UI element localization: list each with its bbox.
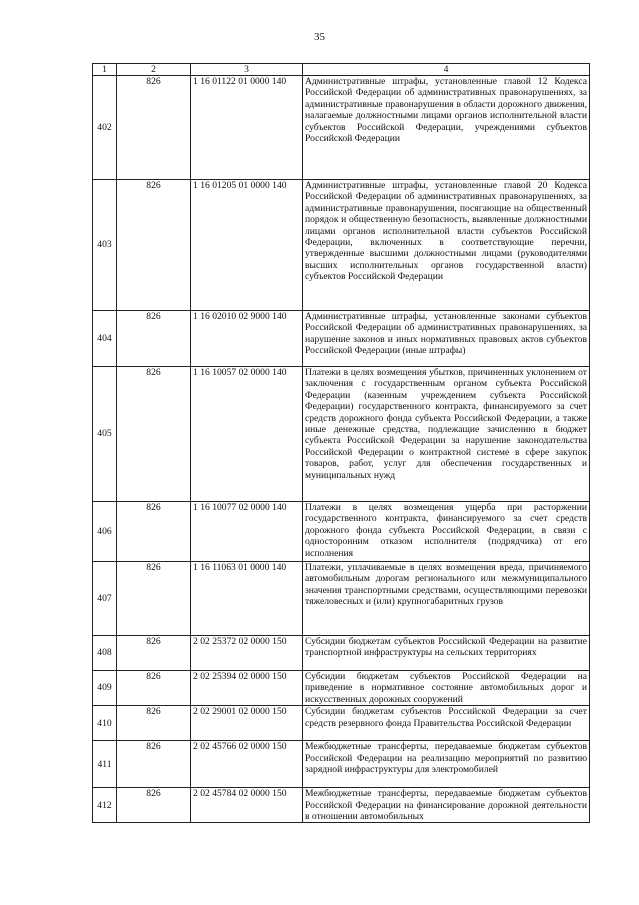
budget-code-cell: 1 16 01205 01 0000 140: [191, 180, 303, 311]
table-row: [93, 502, 590, 562]
revenue-description-cell: Административные штрафы, установленные законами субъектов Российской Федерации об административных правонарушениях, за нарушение законов и иных нормативных правовых актов субъектов Российской Федерации (иные штрафы): [303, 311, 590, 367]
admin-code-cell: 826: [117, 180, 191, 311]
table-header-row: [93, 64, 590, 76]
row-number-cell: 408: [93, 636, 117, 671]
table-row: [93, 671, 590, 706]
budget-code-cell: 2 02 29001 02 0000 150: [191, 706, 303, 741]
revenue-description-cell: Административные штрафы, установленные главой 20 Кодекса Российской Федерации об административных правонарушениях, за административные правонарушения, посягающие на общественный порядок и общественную безопасность, выявленные должностными лицами органов исполнительной власти субъектов Российской Федерации, включенных в соответствующие перечни, утвержденные высшими должностными лицами (руководителями высших исполнительных органов государственной власти) субъектов Российской Федерации: [303, 180, 590, 311]
table-row: [93, 741, 590, 788]
revenue-description-cell: Субсидии бюджетам субъектов Российской Федерации на развитие транспортной инфраструктуры на сельских территориях: [303, 636, 590, 671]
table-row: [93, 788, 590, 823]
row-number-cell: 412: [93, 788, 117, 823]
page-number: 35: [314, 31, 325, 43]
revenue-description-cell: Межбюджетные трансферты, передаваемые бюджетам субъектов Российской Федерации на финансирование дорожной деятельности в отношении автомобильных: [303, 788, 590, 823]
revenue-description-cell: Субсидии бюджетам субъектов Российской Федерации за счет средств резервного фонда Правительства Российской Федерации: [303, 706, 590, 741]
table-row: [93, 311, 590, 367]
revenue-description-cell: Административные штрафы, установленные главой 12 Кодекса Российской Федерации об административных правонарушениях, за административные правонарушения в области дорожного движения, налагаемые должностными лицами органов исполнительной власти субъектов Российской Федерации, учреждениями субъектов Российской Федерации: [303, 76, 590, 180]
budget-code-cell: 2 02 45784 02 0000 150: [191, 788, 303, 823]
row-number-cell: 403: [93, 180, 117, 311]
budget-code-cell: 2 02 25372 02 0000 150: [191, 636, 303, 671]
admin-code-cell: 826: [117, 741, 191, 788]
header-col-3: 3: [191, 64, 303, 76]
table-row: [93, 706, 590, 741]
table-row: [93, 636, 590, 671]
table-row: [93, 562, 590, 636]
revenue-description-cell: Субсидии бюджетам субъектов Российской Федерации на приведение в нормативное состояние автомобильных дорог и искусственных дорожных сооружений: [303, 671, 590, 706]
budget-code-cell: 2 02 25394 02 0000 150: [191, 671, 303, 706]
budget-code-cell: 1 16 11063 01 0000 140: [191, 562, 303, 636]
revenue-description-cell: Платежи в целях возмещения ущерба при расторжении государственного контракта, финансируемого за счет средств дорожного фонда субъекта Российской Федерации, в связи с односторонним отказом исполнителя (подрядчика) от его исполнения: [303, 502, 590, 562]
budget-code-cell: 1 16 10057 02 0000 140: [191, 367, 303, 502]
row-number-cell: 404: [93, 311, 117, 367]
row-number-cell: 411: [93, 741, 117, 788]
row-number-cell: 405: [93, 367, 117, 502]
row-number-cell: 410: [93, 706, 117, 741]
row-number-cell: 407: [93, 562, 117, 636]
admin-code-cell: 826: [117, 502, 191, 562]
admin-code-cell: 826: [117, 311, 191, 367]
budget-revenue-table: [92, 63, 590, 823]
admin-code-cell: 826: [117, 562, 191, 636]
admin-code-cell: 826: [117, 788, 191, 823]
budget-code-cell: 2 02 45766 02 0000 150: [191, 741, 303, 788]
header-col-2: 2: [117, 64, 191, 76]
admin-code-cell: 826: [117, 671, 191, 706]
admin-code-cell: 826: [117, 76, 191, 180]
header-col-1: 1: [93, 64, 117, 76]
header-col-4: 4: [303, 64, 590, 76]
revenue-description-cell: Межбюджетные трансферты, передаваемые бюджетам субъектов Российской Федерации на реализацию мероприятий по развитию зарядной инфраструктуры для электромобилей: [303, 741, 590, 788]
budget-code-cell: 1 16 10077 02 0000 140: [191, 502, 303, 562]
table-row: [93, 180, 590, 311]
table-row: [93, 367, 590, 502]
revenue-description-cell: Платежи, уплачиваемые в целях возмещения вреда, причиняемого автомобильным дорогам регионального или межмуниципального значения транспортными средствами, осуществляющими перевозки тяжеловесных и (или) крупногабаритных грузов: [303, 562, 590, 636]
budget-code-cell: 1 16 02010 02 9000 140: [191, 311, 303, 367]
revenue-description-cell: Платежи в целях возмещения убытков, причиненных уклонением от заключения с государственным органом субъекта Российской Федерации (казенным учреждением субъекта Российской Федерации) государственного контракта, финансируемого за счет средств дорожного фонда субъекта Российской Федерации, а также иные денежные средства, подлежащие зачислению в бюджет субъекта Российской Федерации за нарушение законодательства Российской Федерации о контрактной системе в сфере закупок товаров, работ, услуг для обеспечения государственных и муниципальных нужд: [303, 367, 590, 502]
table-row: [93, 76, 590, 180]
budget-code-cell: 1 16 01122 01 0000 140: [191, 76, 303, 180]
admin-code-cell: 826: [117, 367, 191, 502]
row-number-cell: 406: [93, 502, 117, 562]
admin-code-cell: 826: [117, 706, 191, 741]
row-number-cell: 409: [93, 671, 117, 706]
admin-code-cell: 826: [117, 636, 191, 671]
row-number-cell: 402: [93, 76, 117, 180]
